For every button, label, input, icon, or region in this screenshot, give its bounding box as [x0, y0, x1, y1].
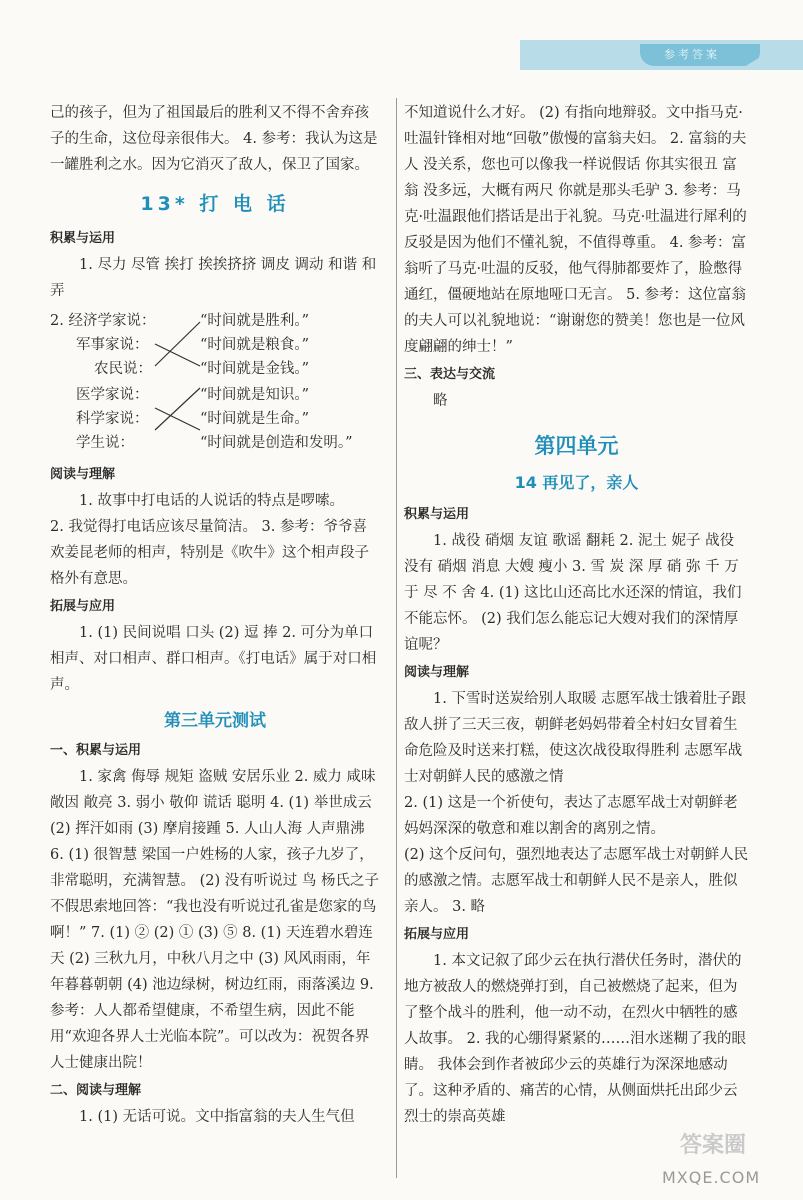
left-column	[50, 100, 380, 1130]
match-line	[155, 388, 200, 430]
paragraph: 1. (1) 民间说唱 口头 (2) 逗 捧 2. 可分为单口相声、对口相声、群口相声。《打电话》属于对口相声。	[50, 625, 377, 693]
paragraph: 略	[433, 393, 448, 409]
match-left-label: 军事家说：	[76, 337, 149, 353]
unit-3-test-title: 第三单元测试	[164, 711, 266, 731]
paragraph: 1. 战役 硝烟 友谊 歌谣 翻耗 2. 泥土 妮子 战役 没有 硝烟 消息 大嫂 瘦小 3. 雪 炭 深 厚 硝 弥 千 万 于 尽 不 舍 4. (1) 这比山还高比水还深的情谊，我们不能忘怀。 (2) 我们怎么能忘记大嫂对我们的深情厚谊呢？	[404, 533, 742, 653]
section-heading: 三、表达与交流	[404, 367, 496, 382]
paragraph: (2) 这个反问句，强烈地表达了志愿军战士对朝鲜人民的感激之情。志愿军战士和朝鲜人民不是亲人，胜似亲人。 3. 略	[404, 847, 749, 915]
section-heading: 拓展与应用	[50, 599, 116, 614]
watermark-url: MXQE.COM	[662, 1168, 761, 1187]
match-line	[155, 322, 200, 366]
match-right-quote: “时间就是粮食。”	[200, 337, 310, 353]
paragraph: 1. 下雪时送炭给别人取暖 志愿军战士饿着肚子跟敌人拼了三天三夜，朝鲜老妈妈带着全村妇女冒着生命危险及时送来打糕，使这次战役取得胜利 志愿军战士对朝鲜人民的感激之情	[404, 691, 747, 785]
paragraph: 1. 家禽 侮辱 规矩 盗贼 安居乐业 2. 威力 咸味 敞因 敞亮 3. 弱小 敬仰 谎话 聪明 4. (1) 举世成云 (2) 挥汗如雨 (3) 摩肩接踵 5. 人山人海 人声鼎沸 6. (1) 很智慧 梁国一户姓杨的人家，孩子九岁了，非常聪明，充满智慧。 (2) 没有听说过 鸟 杨氏之子不假思索地回答：“我也没有听说过孔雀是您家的鸟啊！” 7. (1) ② (2) ① (3) ⑤ 8. (1) 天连碧水碧连天 (2) 三秋九月，中秋八月之中 (3) 风风雨雨，年年暮暮朝朝 (4) 池边绿树，树边红雨，雨落溪边 9. 参考：人人都希望健康，不希望生病，因此不能用“欢迎各界人士光临本院”。可以改为：祝贺各界人士健康出院！	[50, 769, 379, 1071]
unit-4-title: 第四单元	[534, 434, 619, 458]
paragraph: 不知道说什么才好。 (2) 有指向地辩驳。文中指马克·吐温针锋相对地“回敬”傲慢的富翁夫妇。 2. 富翁的夫人 没关系，您也可以像我一样说假话 你其实很丑 富翁 没多远，大概有两尺 你就是那头毛驴 3. 参考：马克·吐温跟他们搭话是出于礼貌。马克·吐温进行犀利的反驳是因为他们不懂礼貌，不值得尊重。 4. 参考：富翁听了马克·吐温的反驳，他气得肺都要炸了，脸憋得通红，僵硬地站在原地哑口无言。 5. 参考：这位富翁的夫人可以礼貌地说：“谢谢您的赞美！您也是一位风度翩翩的绅士！”	[404, 105, 747, 355]
match-left-label: 学生说：	[76, 435, 134, 451]
match-left-label: 科学家说：	[76, 411, 149, 427]
paragraph: 2. (1) 这是一个祈使句，表达了志愿军战士对朝鲜老妈妈深深的敬意和难以割舍的离别之情。	[404, 795, 738, 837]
match-left-label: 医学家说：	[76, 387, 149, 403]
section-heading: 阅读与理解	[404, 665, 470, 680]
match-line	[155, 344, 200, 366]
header-tab-text: 参考答案	[664, 48, 720, 61]
match-line	[155, 408, 200, 430]
paragraph: 1. 故事中打电话的人说话的特点是啰嗦。	[79, 493, 344, 509]
section-heading: 阅读与理解	[50, 467, 116, 482]
match-right-quote: “时间就是生命。”	[200, 411, 310, 427]
section-heading: 积累与运用	[50, 231, 116, 246]
match-left-label: 农民说：	[94, 361, 152, 377]
section-heading: 拓展与应用	[404, 927, 470, 942]
right-column	[404, 100, 749, 1130]
match-right-quote: “时间就是知识。”	[200, 387, 310, 403]
match-left-label: 2. 经济学家说：	[50, 313, 156, 329]
match-right-quote: “时间就是创造和发明。”	[200, 435, 353, 451]
paragraph: 己的孩子，但为了祖国最后的胜利又不得不舍弃孩子的生命，这位母亲很伟大。 4. 参考：我认为这是一罐胜利之水。因为它消灭了敌人，保卫了国家。	[50, 105, 378, 173]
matching-exercise	[50, 304, 380, 460]
paragraph: 1. 本文记叙了邱少云在执行潜伏任务时，潜伏的地方被敌人的燃烧弹打到，自己被燃烧了起来，但为了整个战斗的胜利，他一动不动，在烈火中牺牲的感人故事。 2. 我的心绷得紧紧的……泪水迷糊了我的眼睛。 我体会到作者被邱少云的英雄行为深深地感动了。这种矛盾的、痛苦的心情，从侧面烘托出邱少云烈士的崇高英雄	[404, 953, 747, 1125]
section-heading: 二、阅读与理解	[50, 1083, 142, 1098]
paragraph: 1. (1) 无话可说。文中指富翁的夫人生气但	[79, 1109, 355, 1125]
match-right-quote: “时间就是金钱。”	[200, 361, 310, 377]
lesson-13-title: 13* 打 电 话	[140, 193, 290, 215]
lesson-14-title: 14 再见了，亲人	[514, 473, 639, 492]
paragraph: 2. 我觉得打电话应该尽量简洁。 3. 参考：爷爷喜欢姜昆老师的相声，特别是《吹牛》这个相声段子格外有意思。	[50, 519, 369, 587]
watermark-logo: 答案圈	[680, 1133, 747, 1158]
column-divider	[396, 98, 397, 1178]
section-heading: 一、积累与运用	[50, 743, 142, 758]
section-heading: 积累与运用	[404, 507, 470, 522]
paragraph: 1. 尽力 尽管 挨打 挨挨挤挤 调皮 调动 和谐 和弄	[50, 257, 377, 299]
match-right-quote: “时间就是胜利。”	[200, 313, 310, 329]
